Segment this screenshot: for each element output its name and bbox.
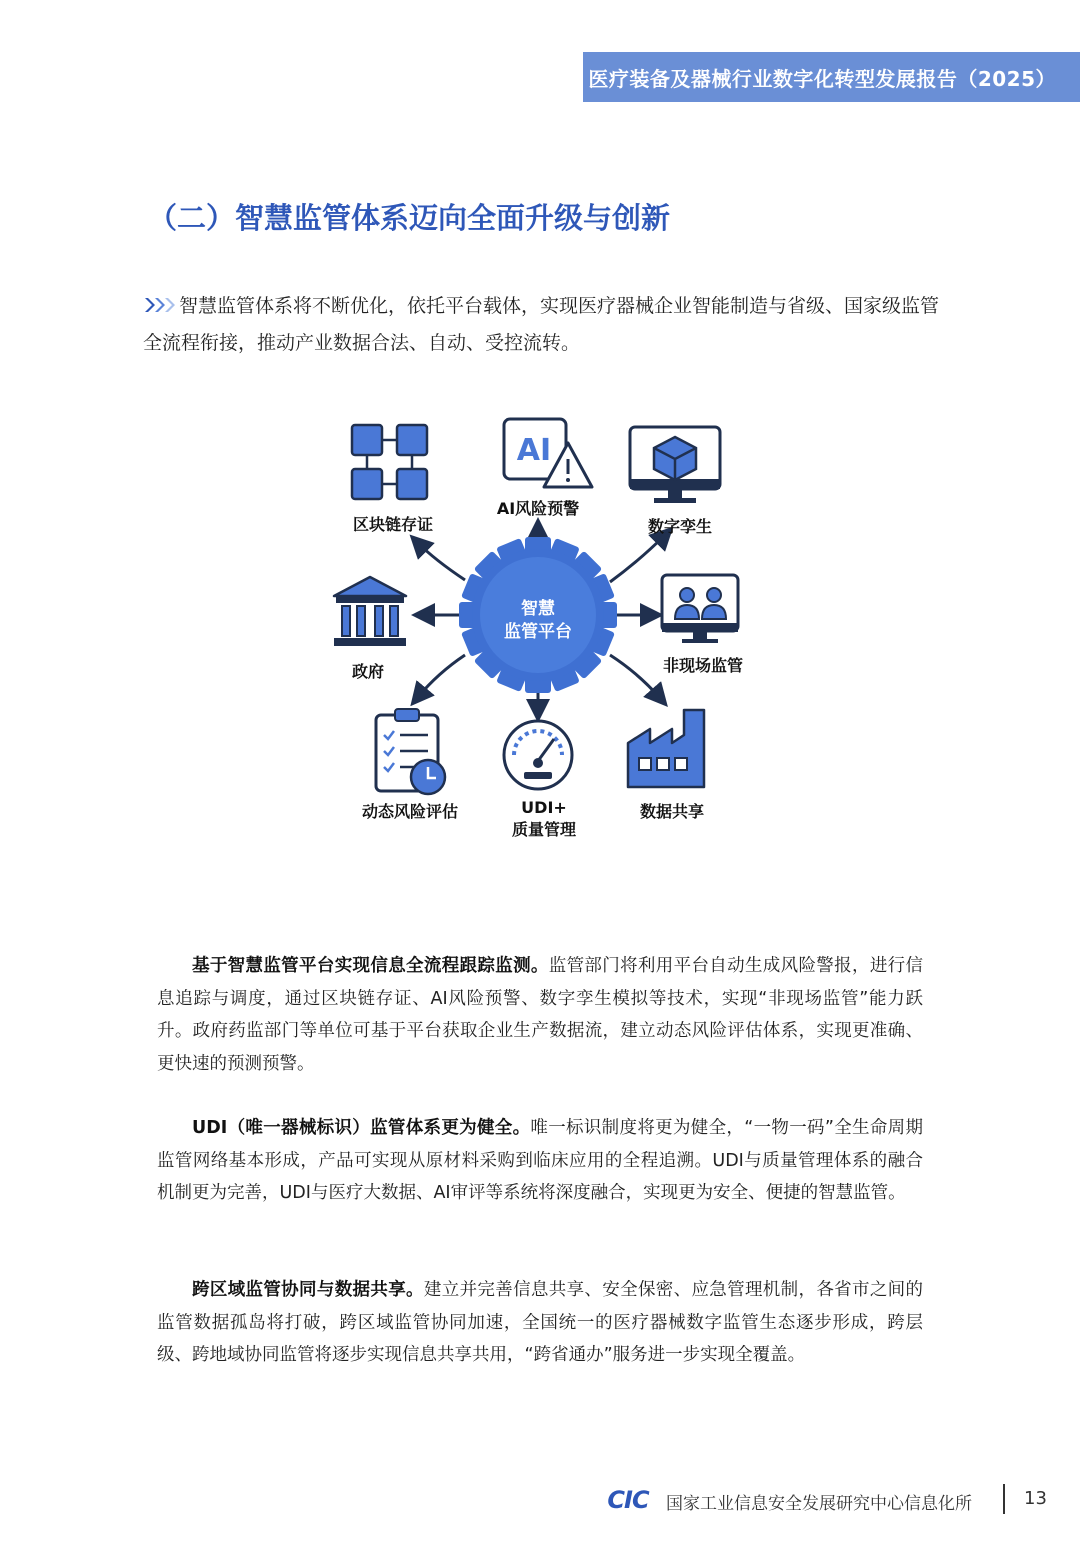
section-title: （二）智慧监管体系迈向全面升级与创新	[148, 201, 671, 235]
remote-monitor-icon	[662, 575, 738, 643]
paragraph-body: 建立并完善信息共享、安全保密、应急管理机制，各省市之间的监管数据孤岛将打破，跨区域监管协同加速，全国统一的医疗器械数字监管生态逐步形成，跨层级、跨地域协同监管将逐步实现信息共享共用，“跨省通办”服务进一步实现全覆盖。	[157, 1280, 924, 1365]
paragraph-cross-region	[157, 1274, 923, 1372]
paragraph-lead: UDI（唯一器械标识）监管体系更为健全。	[192, 1118, 531, 1138]
node-label-government: 政府	[351, 662, 385, 681]
digital-twin-icon	[630, 427, 720, 503]
footer-divider	[1003, 1484, 1005, 1514]
paragraph-body: 监管部门将利用平台自动生成风险警报，进行信息追踪与调度，通过区块链存证、AI风险预警、数字孪生模拟等技术，实现“非现场监管”能力跃升。政府药监部门等单位可基于平台获取企业生产数据流，建立动态风险评估体系，实现更准确、更快速的预测预警。	[157, 956, 923, 1074]
node-label-blockchain: 区块链存证	[352, 515, 434, 534]
ai-icon-text: AI	[516, 433, 552, 468]
paragraph-tracking	[157, 950, 923, 1080]
node-label-remote: 非现场监管	[662, 656, 744, 675]
footer-organization: 国家工业信息安全发展研究中心信息化所	[666, 1494, 972, 1514]
clipboard-clock-icon	[376, 709, 445, 794]
paragraph-udi	[157, 1112, 923, 1210]
node-label-udi-line2: 质量管理	[511, 820, 577, 839]
center-label-line2: 监管平台	[504, 622, 572, 642]
factory-icon	[628, 710, 704, 787]
government-building-icon	[334, 577, 406, 646]
chevron-bullet-icon	[143, 297, 177, 313]
node-label-udi-line1: UDI+	[521, 798, 567, 817]
paragraph-lead: 基于智慧监管平台实现信息全流程跟踪监测。	[192, 956, 549, 976]
paragraph-body: 唯一标识制度将更为健全，“一物一码”全生命周期监管网络基本形成，产品可实现从原材料采购到临床应用的全程追溯。UDI与质量管理体系的融合机制更为完善，UDI与医疗大数据、AI审评等系统将深度融合，实现更为安全、便捷的智慧监管。	[157, 1118, 923, 1203]
node-label-risk-eval: 动态风险评估	[361, 802, 459, 821]
cic-logo-text: CIC	[607, 1486, 649, 1512]
center-label-line1: 智慧	[521, 599, 555, 619]
page-number: 13	[1024, 1488, 1047, 1509]
intro-paragraph	[143, 288, 943, 362]
node-label-data-share: 数据共享	[639, 802, 705, 821]
blockchain-icon	[352, 425, 427, 499]
node-label-digital-twin: 数字孪生	[647, 517, 713, 536]
smart-supervision-diagram	[320, 405, 770, 845]
node-label-ai-warning: AI风险预警	[496, 499, 580, 518]
report-title: 医疗装备及器械行业数字化转型发展报告（2025）	[588, 67, 1056, 91]
paragraph-lead: 跨区域监管协同与数据共享。	[192, 1280, 424, 1300]
gauge-icon	[504, 721, 572, 789]
cic-logo	[600, 1486, 656, 1512]
header-band	[583, 52, 1080, 102]
intro-text: 智慧监管体系将不断优化，依托平台载体，实现医疗器械企业智能制造与省级、国家级监管全流程衔接，推动产业数据合法、自动、受控流转。	[143, 295, 940, 354]
